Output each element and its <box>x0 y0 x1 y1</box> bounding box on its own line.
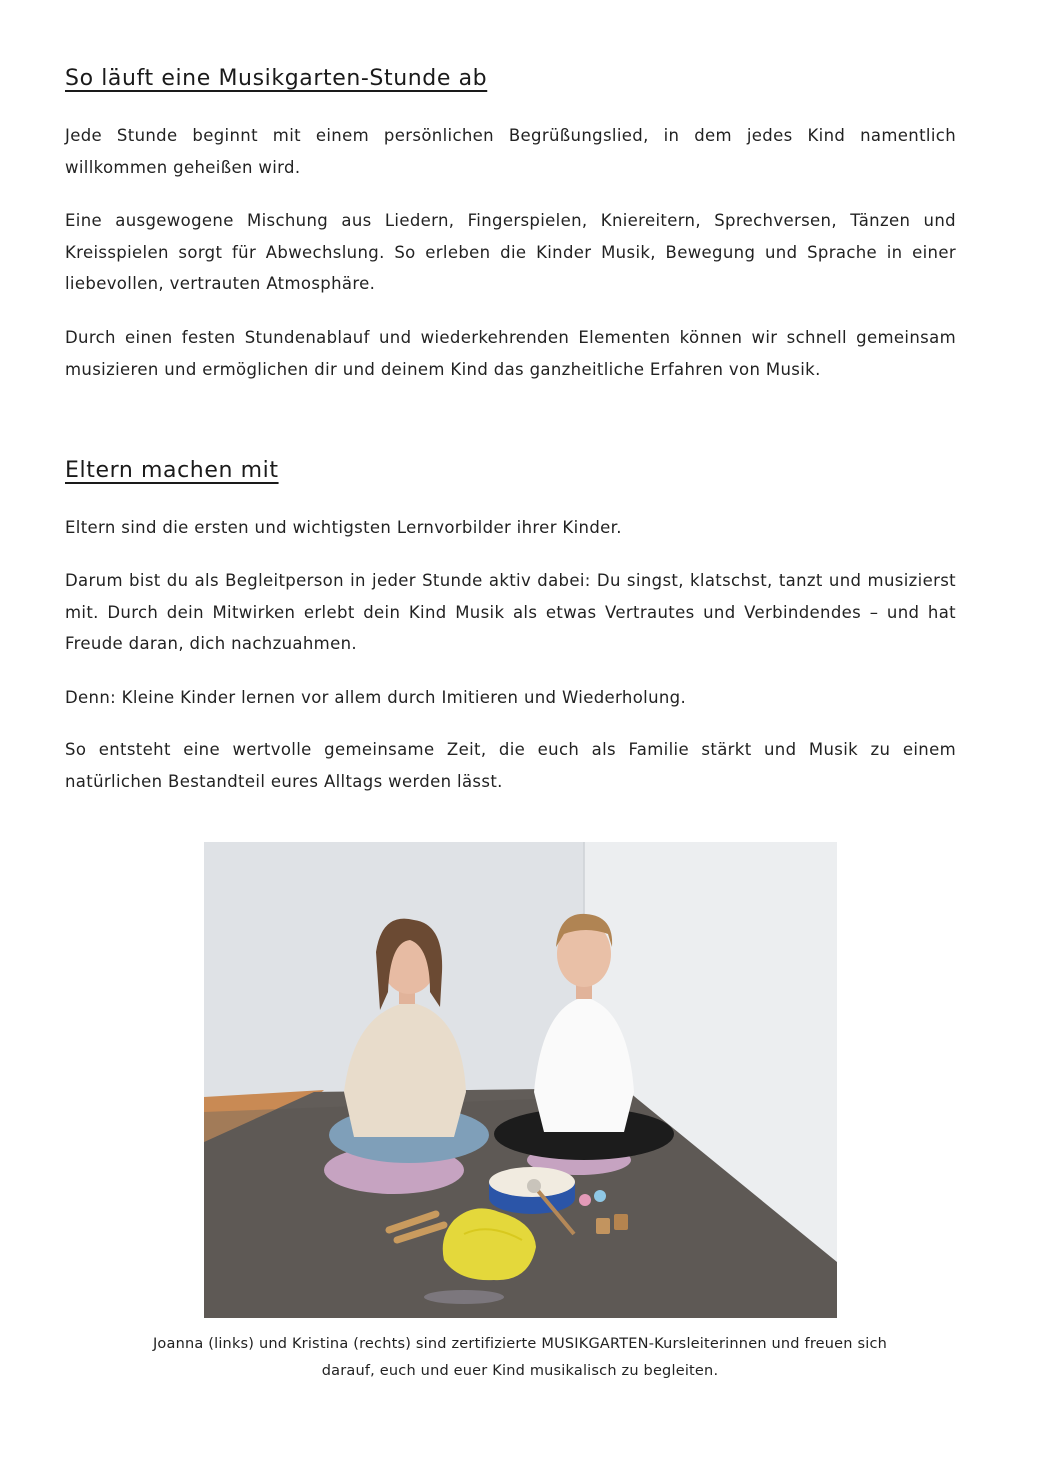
paragraph-lernvorbilder: Eltern sind die ersten und wichtigsten Lernvorbilder ihrer Kinder. <box>65 518 622 537</box>
paragraph-stundenablauf: Durch einen festen Stundenablauf und wiederkehrenden Elementen können wir schnell gemeinsam musizieren und ermöglichen dir und deinem Kind das ganzheitliche Erfahren von Musik. <box>65 328 956 379</box>
photo-caption-line-2: darauf, euch und euer Kind musikalisch zu begleiten. <box>321 1363 719 1379</box>
paragraph-imitieren: Denn: Kleine Kinder lernen vor allem durch Imitieren und Wiederholung. <box>65 688 687 707</box>
section-heading-stundenablauf: So läuft eine Musikgarten-Stunde ab <box>65 66 488 91</box>
teachers-photo <box>204 842 837 1318</box>
paragraph-begleitperson: Darum bist du als Begleitperson in jeder Stunde aktiv dabei: Du singst, klatschst, tanzt und musizierst mit. Durch dein Mitwirken erlebt dein Kind Musik als etwas Vertrautes und Verbindendes – und hat Freude daran, dich nachzuahmen. <box>65 571 956 653</box>
section-heading-eltern: Eltern machen mit <box>65 458 279 483</box>
paragraph-begruessung: Jede Stunde beginnt mit einem persönlichen Begrüßungslied, in dem jedes Kind namentlich willkommen geheißen wird. <box>65 126 956 177</box>
photo-caption-line-1: Joanna (links) und Kristina (rechts) sind zertifizierte MUSIKGARTEN-Kursleiterinnen und freuen sich <box>152 1336 888 1352</box>
paragraph-mischung: Eine ausgewogene Mischung aus Liedern, Fingerspielen, Kniereitern, Sprechversen, Tänzen und Kreisspielen sorgt für Abwechslung. So erleben die Kinder Musik, Bewegung und Sprache in einer liebevollen, vertrauten Atmosphäre. <box>65 211 956 293</box>
teachers-photo-illustration <box>204 842 837 1318</box>
paragraph-familie: So entsteht eine wertvolle gemeinsame Zeit, die euch als Familie stärkt und Musik zu einem natürlichen Bestandteil eures Alltags werden lässt. <box>65 740 956 791</box>
photo-caption <box>70 1331 970 1385</box>
